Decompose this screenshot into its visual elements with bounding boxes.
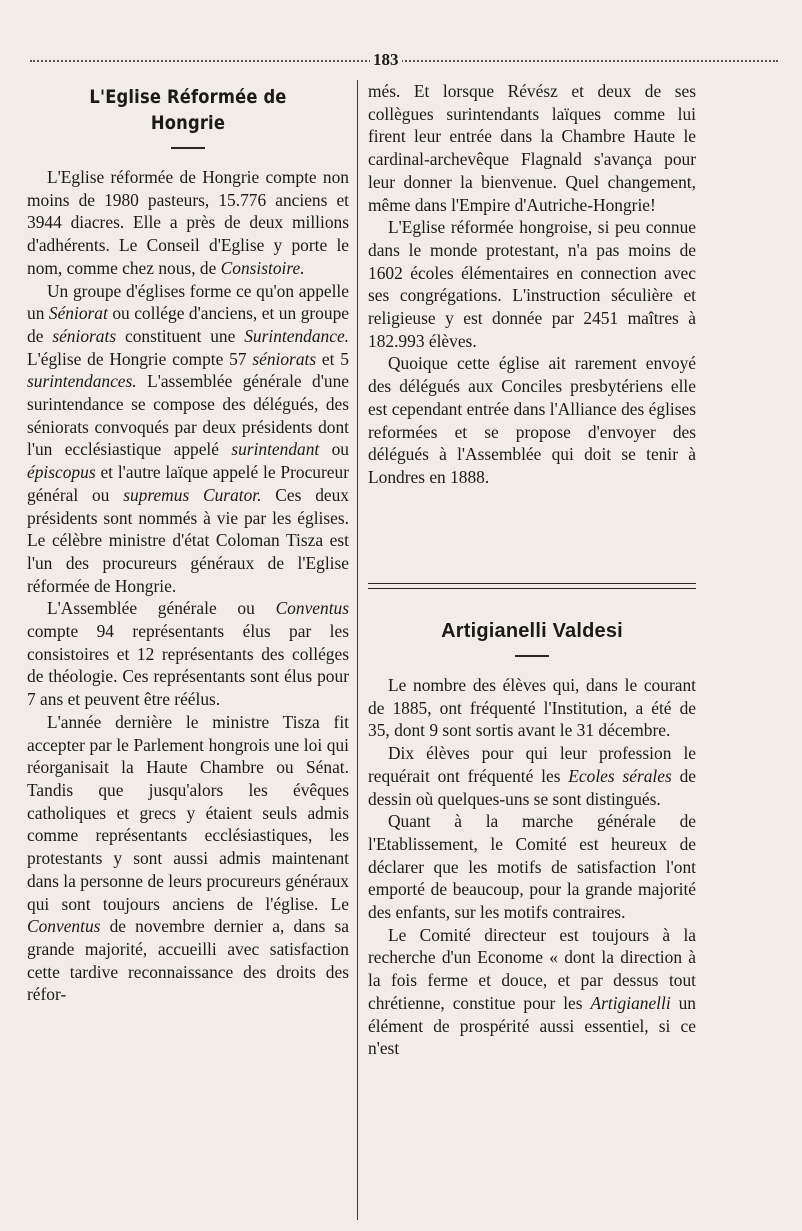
paragraph: L'Eglise réformée de Hongrie compte non moins de 1980 pasteurs, 15.776 anciens et 3944 diacres. Elle a près de deux millions d'adhérents. Le Conseil d'Eglise y porte le nom, comme chez nous, de Consistoire. xyxy=(27,167,349,278)
right-column-section xyxy=(368,618,696,1060)
article-title-hongrie: L'Eglise Réformée de Hongrie xyxy=(89,86,287,134)
page-header xyxy=(30,50,778,70)
paragraph: L'Assemblée générale ou Conventus compte 94 représentants élus par les consistoires et 12 représentants des colléges de théologie. Ces représentants sont élus pour 7 ans et peuvent être réélus. xyxy=(27,598,349,710)
paragraph: Quoique cette église ait rarement envoyé des délégués aux Conciles presbytériens elle est cependant entrée dans l'Alliance des églises reformées et se propose d'envoyer des délégués à l'Assemblée qui doit se tenir à Londres en 1888. xyxy=(368,353,696,487)
column-divider xyxy=(357,80,358,1220)
left-column xyxy=(27,80,349,1006)
paragraph: L'année dernière le ministre Tisza fit accepter par le Parlement hongrois une loi qui réorganisait la Haute Chambre ou Sénat. Tandis que jusqu'alors les évêques catholiques et grecs y étaient seuls admis comme représentants ecclésiastiques, les protestants y sont aussi admis maintenant dans la personne de leurs procureurs généraux qui sont toujours anciens de l'église. Le Conventus de novembre dernier a, dans sa grande majorité, accueilli avec satisfaction cette tardive reconnaissance des droits des réfor- xyxy=(27,711,349,1005)
title-ornament xyxy=(368,644,696,662)
paragraph: L'Eglise réformée hongroise, si peu connue dans le monde protestant, n'a pas moins de 1602 écoles élémentaires en connection avec ses congrégations. L'instruction séculière et religieuse y est donnée par 2451 maîtres à 182.993 élèves. xyxy=(368,217,696,351)
paragraph: Le Comité directeur est toujours à la recherche d'un Econome « dont la direction à la fois ferme et douce, et par dessus tout chrétienne, constitue pour les Artigianelli un élément de prospérité aussi essentiel, si ce n'est xyxy=(368,924,696,1059)
section-separator xyxy=(368,583,696,589)
right-column xyxy=(368,80,696,489)
paragraph: Quant à la marche générale de l'Etablissement, le Comité est heureux de déclarer que les motifs de satisfaction l'ont emporté de beaucoup, pour la grande majorité des enfants, sur les motifs contraires. xyxy=(368,811,696,923)
title-ornament xyxy=(27,136,349,154)
page-number: 183 xyxy=(370,50,402,70)
paragraph: més. Et lorsque Révész et deux de ses collègues surintendants laïques comme lui firent leur entrée dans la Chambre Haute le cardinal-archevêque Flagnald s'avança pour leur donner la bienvenue. Quel changement, même dans l'Empire d'Autriche-Hongrie! xyxy=(368,81,696,215)
paragraph: Dix élèves pour qui leur profession le requérait ont fréquenté les Ecoles sérales de dessin où quelques-uns se sont distingués. xyxy=(368,743,696,809)
header-rule xyxy=(30,60,778,62)
paragraph: Le nombre des élèves qui, dans le courant de 1885, ont fréquenté l'Institution, a été de 35, dont 9 sont sortis avant le 31 décembre. xyxy=(368,675,696,741)
article-title-artigianelli: Artigianelli Valdesi xyxy=(441,620,623,642)
paragraph: Un groupe d'églises forme ce qu'on appelle un Séniorat ou collége d'anciens, et un groupe de séniorats constituent une Surintendance. L'église de Hongrie compte 57 séniorats et 5 surintendances. L'assemblée générale d'une surintendance se compose des délégués, des séniorats convoqués par deux présidents dont l'un ecclésiastique appelé surintendant ou épiscopus et l'autre laïque appelé le Procureur général ou supremus Curator. Ces deux présidents sont nommés à vie par les églises. Le célèbre ministre d'état Coloman Tisza est l'un des procureurs généraux de l'Eglise réformée de Hongrie. xyxy=(27,280,350,596)
